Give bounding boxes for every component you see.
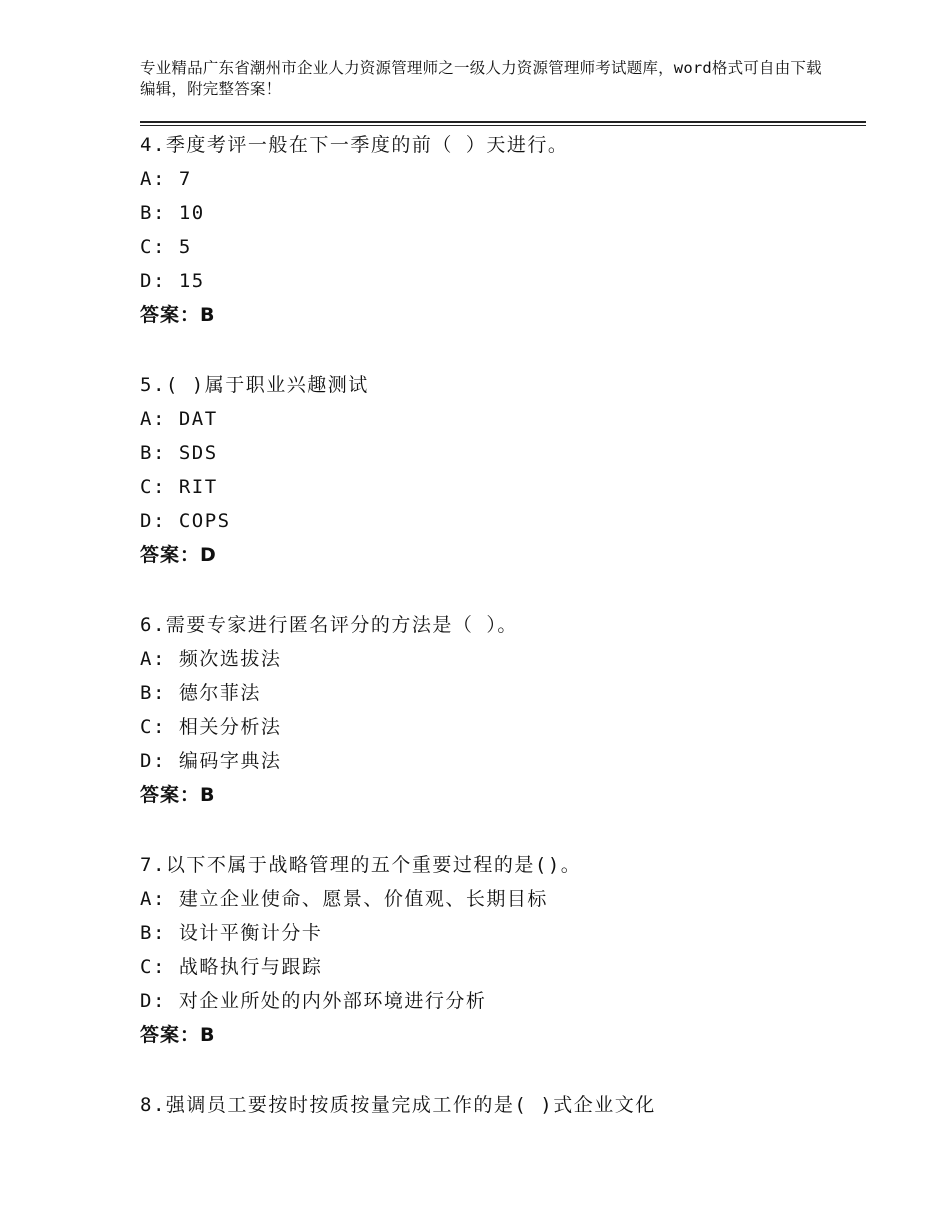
option-a: A: 7 [140, 168, 192, 190]
option-c: C: 5 [140, 236, 192, 258]
question-5 [140, 368, 866, 572]
answer: 答案：D [140, 544, 217, 566]
option-d: D: 编码字典法 [140, 750, 282, 772]
question-stem: 8.强调员工要按时按质按量完成工作的是( )式企业文化 [140, 1094, 656, 1116]
document-header: 专业精品广东省潮州市企业人力资源管理师之一级人力资源管理师考试题库，word格式可自由下载编辑，附完整答案！ [140, 59, 822, 98]
question-stem: 5.( )属于职业兴趣测试 [140, 374, 369, 396]
question-8 [140, 1088, 866, 1122]
header-rule-thick [140, 121, 866, 123]
header-rule-thin [140, 125, 866, 126]
option-d: D: 15 [140, 270, 205, 292]
question-4 [140, 128, 866, 332]
question-stem: 6.需要专家进行匿名评分的方法是（ ）。 [140, 614, 518, 636]
spacer [140, 332, 866, 368]
answer: 答案：B [140, 304, 216, 326]
option-a: A: 频次选拔法 [140, 648, 282, 670]
option-a: A: 建立企业使命、愿景、价值观、长期目标 [140, 888, 548, 910]
question-7 [140, 848, 866, 1052]
option-b: B: SDS [140, 442, 218, 464]
answer: 答案：B [140, 1024, 216, 1046]
option-c: C: RIT [140, 476, 218, 498]
option-b: B: 设计平衡计分卡 [140, 922, 323, 944]
option-c: C: 战略执行与跟踪 [140, 956, 323, 978]
answer: 答案：B [140, 784, 216, 806]
option-d: D: 对企业所处的内外部环境进行分析 [140, 990, 487, 1012]
question-stem: 7.以下不属于战略管理的五个重要过程的是()。 [140, 854, 582, 876]
option-b: B: 10 [140, 202, 205, 224]
spacer [140, 1052, 866, 1088]
spacer [140, 812, 866, 848]
question-6 [140, 608, 866, 812]
option-d: D: COPS [140, 510, 231, 532]
option-b: B: 德尔菲法 [140, 682, 261, 704]
question-list [140, 128, 866, 1122]
question-stem: 4.季度考评一般在下一季度的前（ ）天进行。 [140, 134, 569, 156]
option-c: C: 相关分析法 [140, 716, 282, 738]
spacer [140, 572, 866, 608]
option-a: A: DAT [140, 408, 218, 430]
